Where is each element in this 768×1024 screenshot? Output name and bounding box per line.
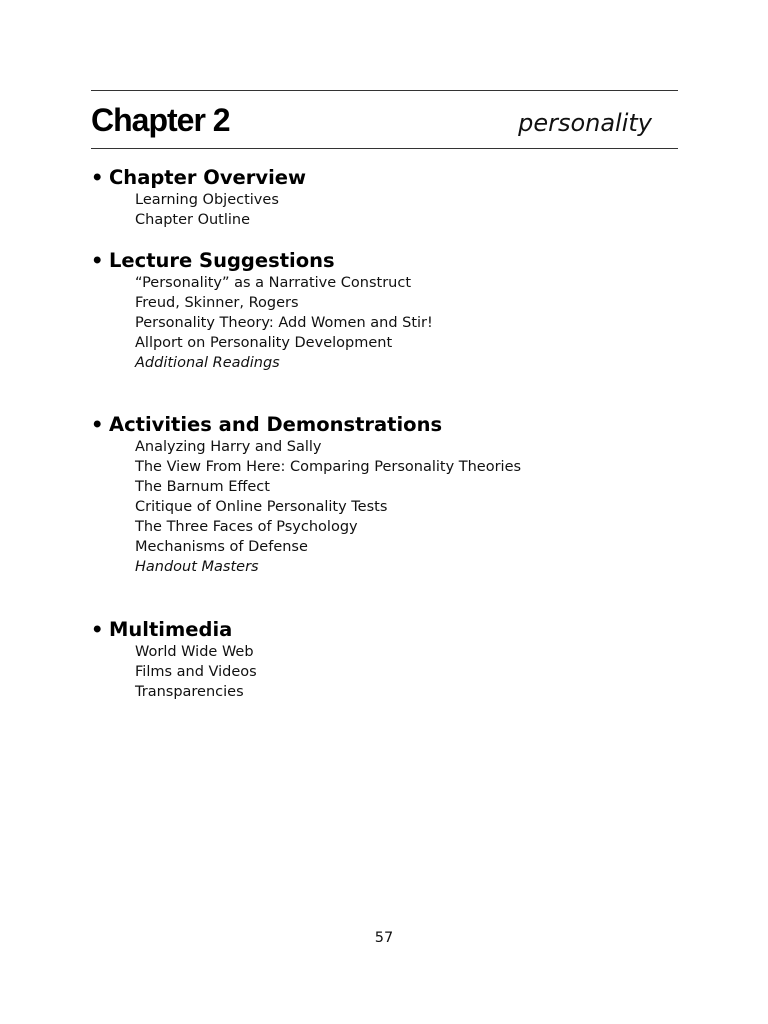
bullet: • [91,249,104,272]
list-item: Chapter Outline [135,212,251,228]
list-item: “Personality” as a Narrative Construct [135,275,412,291]
list-item: Analyzing Harry and Sally [135,439,322,455]
section-heading [91,618,691,642]
section-heading [91,413,691,437]
list-item: Allport on Personality Development [135,335,393,351]
list-item: Personality Theory: Add Women and Stir! [135,315,433,331]
list-item: Learning Objectives [135,192,279,208]
section-item-list [91,437,691,577]
section-activities-and-demonstrations [91,413,691,577]
chapter-title: Chapter 2 [91,102,230,138]
bullet: • [91,413,104,436]
list-item: Additional Readings [135,355,280,371]
list-item: Freud, Skinner, Rogers [135,295,299,311]
section-heading-text: Chapter Overview [109,166,307,189]
section-heading-text: Lecture Suggestions [109,249,335,272]
section-heading [91,166,691,190]
section-item-list [91,642,691,702]
header-bottom-rule [91,148,678,149]
section-lecture-suggestions [91,249,691,373]
list-item: Transparencies [135,684,244,700]
chapter-topic: personality [518,109,652,137]
section-heading-text: Activities and Demonstrations [109,413,443,436]
section-chapter-overview [91,166,691,230]
list-item: The Three Faces of Psychology [135,519,358,535]
bullet: • [91,618,104,641]
list-item: World Wide Web [135,644,254,660]
section-item-list [91,273,691,373]
section-heading [91,249,691,273]
list-item: Handout Masters [135,559,259,575]
section-multimedia [91,618,691,702]
list-item: Critique of Online Personality Tests [135,499,388,515]
bullet: • [91,166,104,189]
list-item: The Barnum Effect [135,479,270,495]
header-top-rule [91,90,678,91]
list-item: The View From Here: Comparing Personality Theories [135,459,522,475]
list-item: Mechanisms of Defense [135,539,308,555]
section-heading-text: Multimedia [109,618,233,641]
page-number: 57 [374,930,394,946]
list-item: Films and Videos [135,664,257,680]
section-item-list [91,190,691,230]
